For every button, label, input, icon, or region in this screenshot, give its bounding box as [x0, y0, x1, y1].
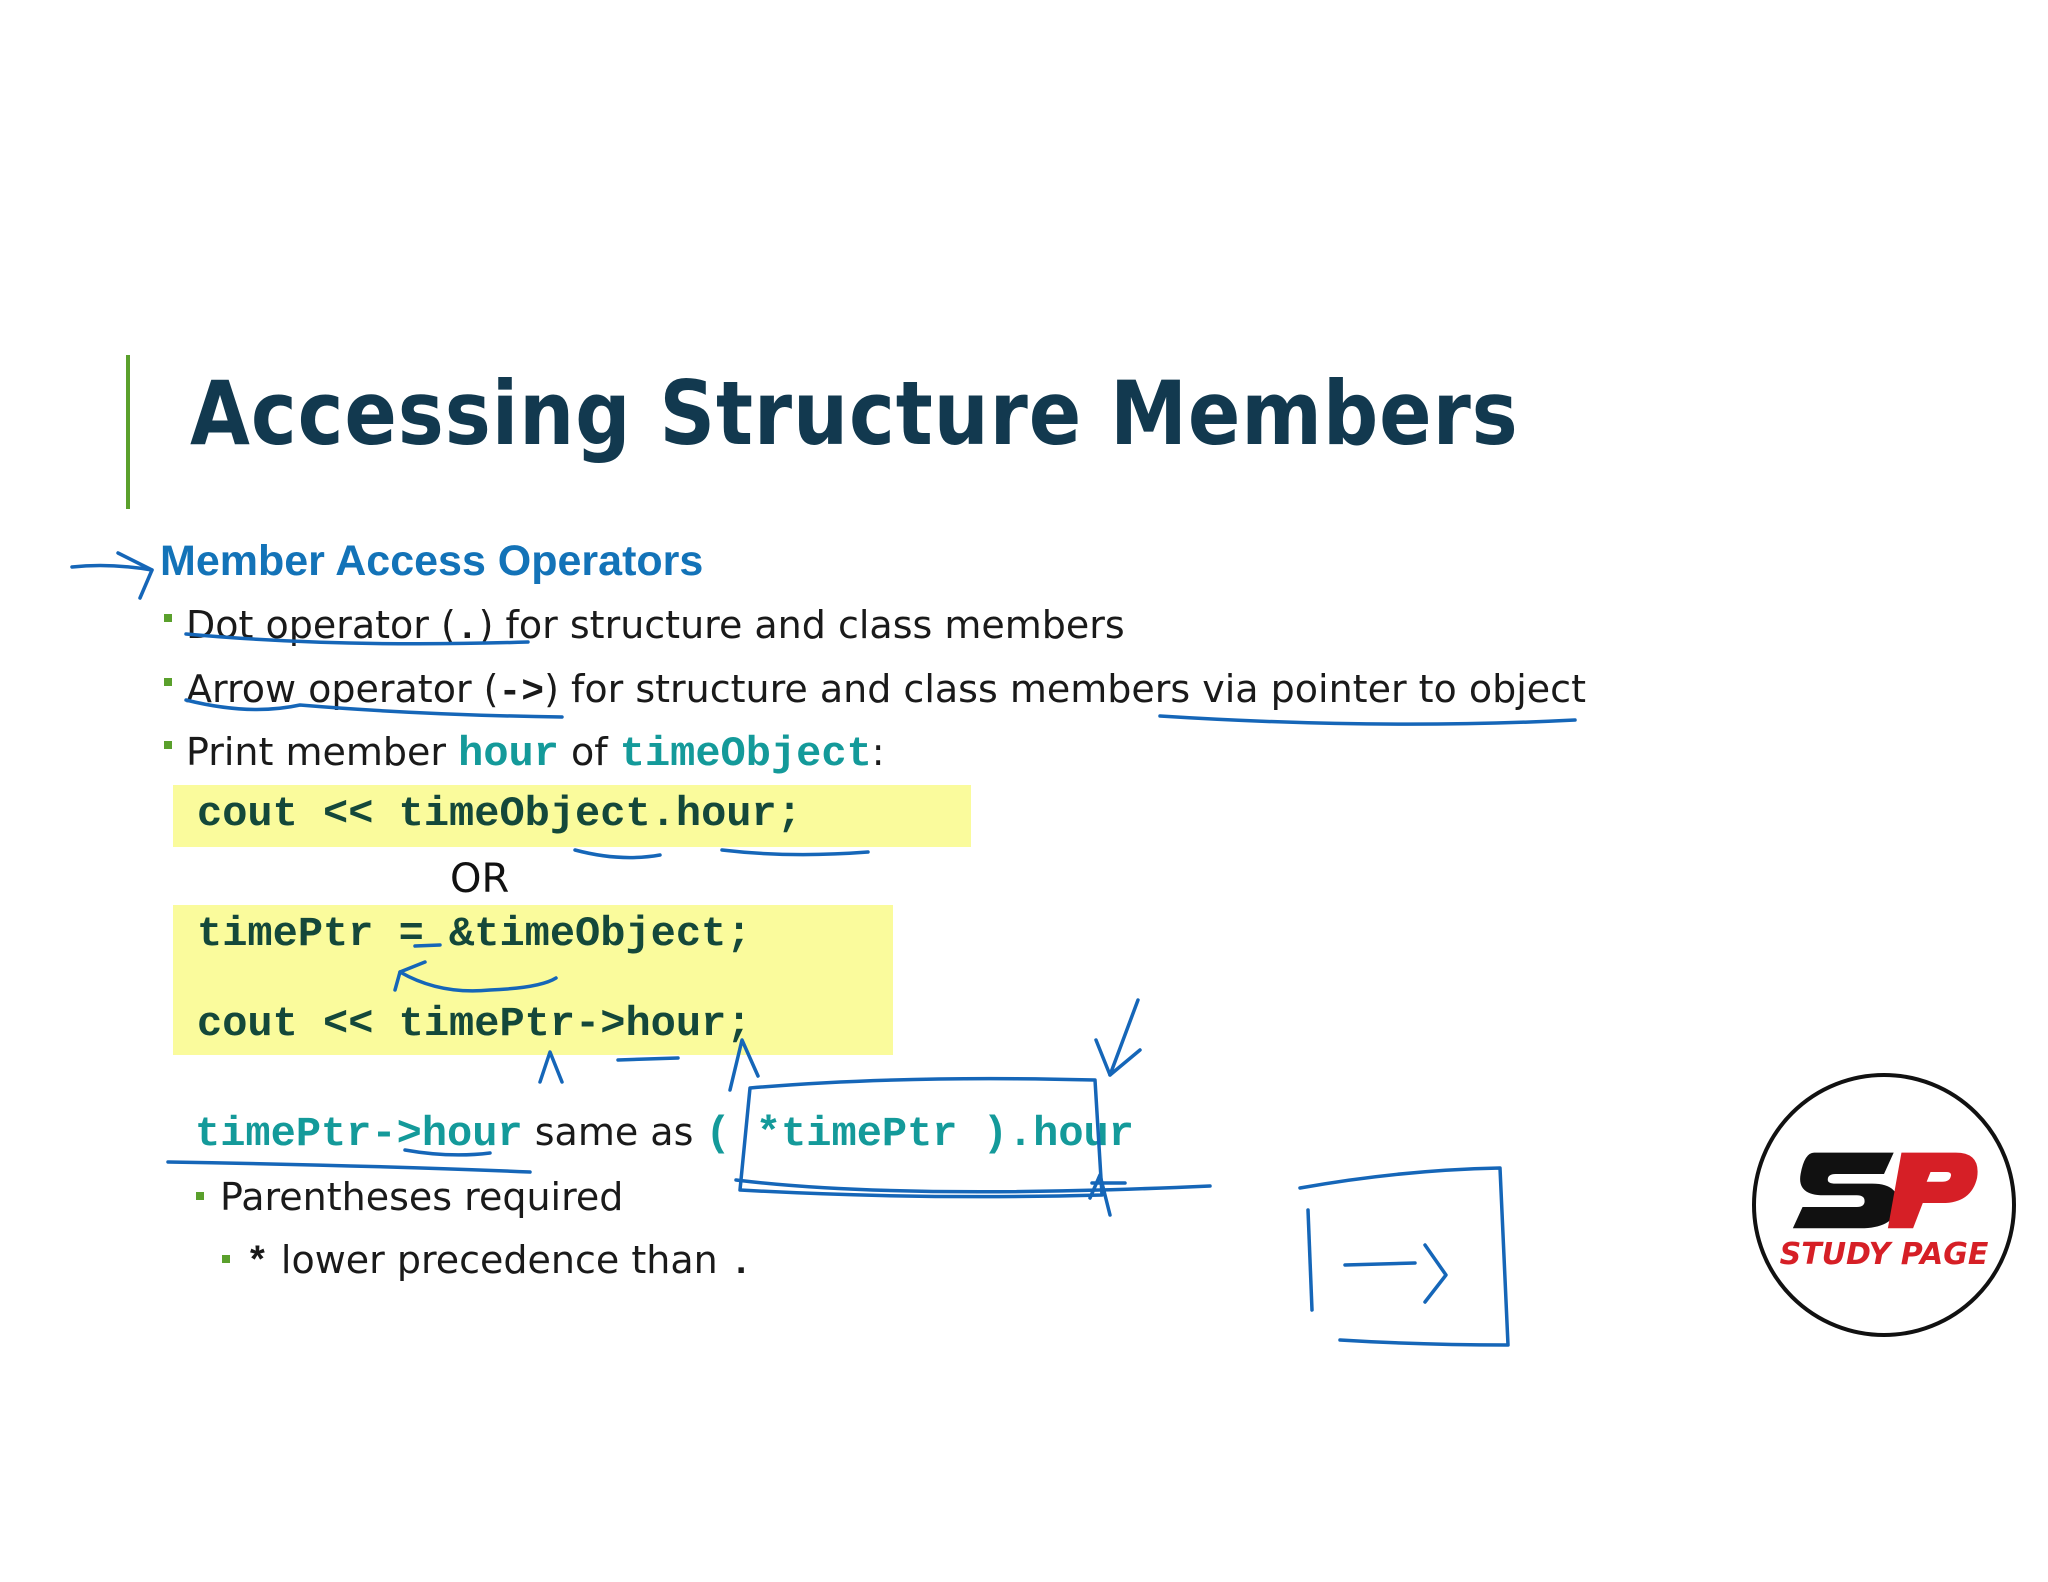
- code-line-arrow-access: cout << timePtr->hour;: [197, 1000, 752, 1048]
- equivalence-line: [195, 1110, 1134, 1158]
- operator-code: .: [455, 607, 479, 650]
- code-deref-expression: ( *timePtr ).hour: [705, 1110, 1134, 1158]
- code-hour: hour: [458, 730, 559, 778]
- slide-title: Accessing Structure Members: [190, 362, 1519, 465]
- bullet-square-icon: [164, 678, 172, 686]
- title-accent-bar: [126, 355, 130, 509]
- dot-operator: .: [729, 1242, 753, 1285]
- bullet-text: Arrow operator (: [186, 667, 499, 711]
- star-operator: *: [246, 1242, 269, 1285]
- sub-sub-bullet-text: lower precedence than: [268, 1238, 730, 1282]
- bullet-text: Print member: [186, 730, 459, 774]
- ink-underline-deref: [736, 1180, 1210, 1192]
- sub-bullet-text: Parentheses required: [220, 1175, 624, 1219]
- ink-arrow-shaft: [1345, 1263, 1415, 1265]
- bullet-square-icon: [222, 1255, 230, 1263]
- ink-underline-pointer: [1160, 716, 1575, 724]
- bullet-arrow-operator: [164, 667, 1586, 714]
- ink-box-left-edge: [1308, 1210, 1312, 1310]
- ink-arrowhead-heading: [118, 553, 152, 598]
- code-line-pointer-assign: timePtr = &timeObject;: [197, 910, 752, 958]
- or-separator: OR: [450, 856, 510, 902]
- bullet-text: ) for structure and class members: [478, 603, 1125, 647]
- bullet-print-member: [164, 730, 885, 778]
- bullet-text: Dot operator (: [186, 603, 456, 647]
- ink-caret-3: [1090, 1175, 1110, 1215]
- bullet-text: of: [558, 730, 620, 774]
- sp-logo-icon: [1756, 1077, 2012, 1333]
- operator-code: ->: [498, 671, 545, 714]
- bullet-square-icon: [164, 741, 172, 749]
- code-timeobject: timeObject: [619, 730, 872, 778]
- ink-dash-arrow: [618, 1058, 678, 1060]
- ink-underline-hour: [722, 850, 868, 855]
- equivalence-text: same as: [522, 1110, 706, 1154]
- sub-bullet-parentheses: [196, 1175, 623, 1219]
- study-page-logo: [1752, 1073, 2016, 1337]
- code-line-dot-access: cout << timeObject.hour;: [197, 790, 802, 838]
- ink-check: [1096, 1040, 1140, 1075]
- bullet-square-icon: [164, 614, 172, 622]
- bullet-dot-operator: [164, 603, 1125, 650]
- ink-box-right: [1300, 1168, 1508, 1345]
- ink-arrow-head: [1425, 1245, 1446, 1302]
- logo-text: STUDY PAGE: [1779, 1237, 1989, 1272]
- ink-check-stroke: [1110, 1000, 1138, 1075]
- ink-underline-object: [575, 850, 660, 858]
- ink-caret-1: [540, 1052, 562, 1082]
- ink-underline-equivalence: [168, 1162, 530, 1172]
- code-arrow-expression: timePtr->hour: [195, 1110, 523, 1158]
- section-heading: Member Access Operators: [160, 537, 704, 585]
- sub-sub-bullet-precedence: [222, 1238, 753, 1285]
- bullet-square-icon: [196, 1192, 204, 1200]
- bullet-text: ) for structure and class members via pointer to object: [544, 667, 1586, 711]
- ink-arrow-heading: [72, 566, 152, 570]
- bullet-text: :: [871, 730, 885, 774]
